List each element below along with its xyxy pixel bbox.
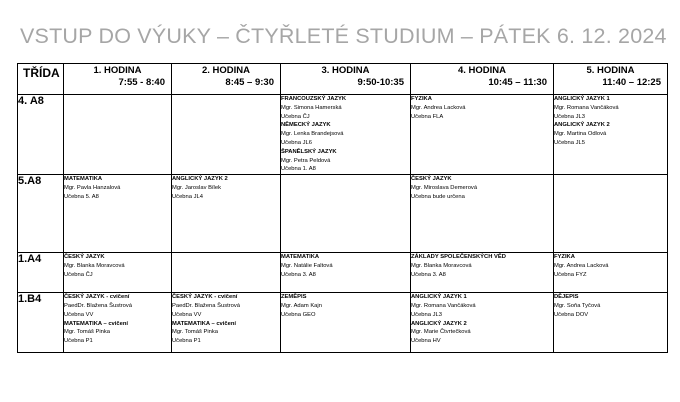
lesson-cell bbox=[64, 95, 172, 175]
period-header-5 bbox=[554, 64, 668, 95]
subject-name: ANGLICKÝ JAZYK 1 bbox=[554, 96, 610, 102]
lesson-detail: Mgr. Jaroslav Bílek bbox=[172, 184, 221, 191]
lesson-detail: Mgr. Soňa Tyčová bbox=[554, 302, 601, 309]
lesson-detail: Mgr. Martina Odlová bbox=[554, 131, 607, 138]
period-name: 2. HODINA bbox=[201, 65, 251, 76]
subject-name: ČESKÝ JAZYK - cvičení bbox=[64, 294, 130, 301]
period-name: 4. HODINA bbox=[457, 65, 507, 76]
class-label: 4. A8 bbox=[18, 95, 64, 175]
lesson-cell bbox=[64, 175, 172, 253]
subject-name: MATEMATIKA bbox=[64, 176, 103, 183]
class-row-1-a4 bbox=[18, 253, 668, 293]
lesson-cell bbox=[411, 253, 554, 293]
period-header-1 bbox=[64, 64, 172, 95]
lesson-detail: Učebna 1. A8 bbox=[281, 166, 316, 173]
lesson-detail: Učebna JL5 bbox=[554, 139, 585, 146]
subject-name: MATEMATIKA – cvičení bbox=[64, 320, 128, 327]
lesson-detail: Učebna ČJ bbox=[64, 271, 93, 278]
subject-name: ANGLICKÝ JAZYK 2 bbox=[411, 320, 467, 327]
class-row-5-a8 bbox=[18, 175, 668, 253]
lesson-detail: Mgr. Petra Peldová bbox=[281, 157, 331, 164]
lesson-detail: Učebna ČJ bbox=[281, 113, 310, 120]
class-label: 5.A8 bbox=[18, 175, 64, 253]
lesson-detail: Mgr. Natálie Faltová bbox=[281, 262, 333, 269]
lesson-detail: Mgr. Pavla Hanzalová bbox=[64, 184, 121, 191]
lesson-detail: Mgr. Lenka Brandejsová bbox=[281, 131, 344, 138]
lesson-cell bbox=[172, 293, 281, 353]
lesson-cell bbox=[411, 293, 554, 353]
lesson-cell bbox=[64, 293, 172, 353]
page-title: VSTUP DO VÝUKY – ČTYŘLETÉ STUDIUM – PÁTEK 6. 12. 2024 bbox=[20, 24, 667, 48]
subject-name: ČESKÝ JAZYK bbox=[411, 176, 452, 183]
period-time: 10:45 – 11:30 bbox=[488, 77, 547, 88]
class-column-header: TŘÍDA bbox=[18, 64, 64, 95]
subject-name: ANGLICKÝ JAZYK 1 bbox=[411, 294, 467, 301]
subject-name: ZÁKLADY SPOLEČENSKÝCH VĚD bbox=[411, 254, 506, 261]
subject-name: FYZIKA bbox=[554, 254, 575, 261]
subject-name: NĚMECKÝ JAZYK bbox=[281, 122, 331, 129]
class-label: 1.B4 bbox=[18, 293, 64, 353]
lesson-cell bbox=[281, 175, 411, 253]
lesson-detail: Učebna VV bbox=[172, 311, 202, 318]
period-name: 5. HODINA bbox=[586, 65, 635, 76]
subject-name: ČESKÝ JAZYK bbox=[64, 254, 105, 261]
lesson-cell bbox=[172, 95, 281, 175]
subject-name: ANGLICKÝ JAZYK 2 bbox=[554, 122, 610, 129]
subject-name: DĚJEPIS bbox=[554, 294, 579, 301]
class-row-1-b4 bbox=[18, 293, 668, 353]
lesson-cell bbox=[281, 95, 411, 175]
lesson-detail: Učebna FYZ bbox=[554, 271, 587, 278]
lesson-detail: Učebna HV bbox=[411, 338, 441, 345]
lesson-detail: Učebna bude určena bbox=[411, 193, 465, 200]
lesson-detail: Učebna JL3 bbox=[554, 113, 585, 120]
class-row-4-a8 bbox=[18, 95, 668, 175]
subject-name: MATEMATIKA – cvičení bbox=[172, 320, 236, 327]
lesson-detail: Mgr. Tomáš Pinka bbox=[64, 329, 110, 336]
lesson-cell bbox=[64, 253, 172, 293]
lesson-detail: Učebna P1 bbox=[172, 338, 201, 345]
subject-name: FYZIKA bbox=[411, 96, 432, 102]
lesson-detail: Učebna JL6 bbox=[281, 139, 312, 146]
lesson-detail: Učebna VV bbox=[64, 311, 94, 318]
lesson-cell bbox=[172, 253, 281, 293]
subject-name: ŠPANĚLSKÝ JAZYK bbox=[281, 148, 337, 155]
lesson-detail: Učebna P1 bbox=[64, 338, 93, 345]
lesson-detail: PaedDr. Blažena Šustrová bbox=[64, 302, 132, 309]
lesson-cell bbox=[281, 293, 411, 353]
lesson-cell bbox=[554, 95, 668, 175]
lesson-detail: Učebna 3. A8 bbox=[411, 271, 446, 278]
subject-name: FRANCOUZSKÝ JAZYK bbox=[281, 96, 347, 102]
timetable bbox=[17, 63, 668, 353]
lesson-cell bbox=[411, 175, 554, 253]
lesson-cell bbox=[411, 95, 554, 175]
lesson-detail: Učebna 5. A8 bbox=[64, 193, 99, 200]
lesson-detail: Mgr. Blanka Moravcová bbox=[64, 262, 125, 269]
lesson-detail: Mgr. Andrea Lacková bbox=[411, 104, 466, 111]
lesson-cell bbox=[554, 293, 668, 353]
subject-name: ČESKÝ JAZYK - cvičení bbox=[172, 294, 238, 301]
lesson-detail: Učebna FLA bbox=[411, 113, 444, 120]
period-header-4 bbox=[411, 64, 554, 95]
class-label: 1.A4 bbox=[18, 253, 64, 293]
lesson-cell bbox=[554, 253, 668, 293]
period-header-3 bbox=[281, 64, 411, 95]
lesson-detail: Mgr. Romana Vančáková bbox=[554, 104, 619, 111]
subject-name: ANGLICKÝ JAZYK 2 bbox=[172, 176, 228, 183]
lesson-detail: Mgr. Andrea Lacková bbox=[554, 262, 609, 269]
lesson-detail: Mgr. Miroslava Demerová bbox=[411, 184, 478, 191]
lesson-detail: Mgr. Marie Čtvrtečková bbox=[411, 329, 471, 336]
lesson-detail: Učebna GEO bbox=[281, 311, 316, 318]
subject-name: MATEMATIKA bbox=[281, 254, 320, 261]
period-header-2 bbox=[172, 64, 281, 95]
period-name: 1. HODINA bbox=[93, 65, 142, 76]
lesson-cell bbox=[281, 253, 411, 293]
period-name: 3. HODINA bbox=[321, 65, 370, 76]
period-time: 8:45 – 9:30 bbox=[225, 77, 274, 88]
timetable-header-row bbox=[18, 64, 668, 95]
lesson-detail: Mgr. Blanka Moravcová bbox=[411, 262, 472, 269]
lesson-detail: PaedDr. Blažena Šustrová bbox=[172, 302, 240, 309]
lesson-detail: Mgr. Tomáš Pinka bbox=[172, 329, 218, 336]
lesson-cell bbox=[172, 175, 281, 253]
period-time: 9:50-10:35 bbox=[357, 77, 404, 88]
lesson-detail: Mgr. Simona Hamerská bbox=[281, 104, 342, 111]
period-time: 11:40 – 12:25 bbox=[602, 77, 661, 88]
lesson-detail: Učebna JL4 bbox=[172, 193, 203, 200]
subject-name: ZEMĚPIS bbox=[281, 294, 307, 301]
lesson-cell bbox=[554, 175, 668, 253]
lesson-detail: Učebna DOV bbox=[554, 311, 589, 318]
lesson-detail: Mgr. Adam Kajn bbox=[281, 302, 322, 309]
lesson-detail: Učebna JL3 bbox=[411, 311, 442, 318]
lesson-detail: Mgr. Romana Vančáková bbox=[411, 302, 476, 309]
period-time: 7:55 - 8:40 bbox=[118, 77, 165, 88]
lesson-detail: Učebna 3. A8 bbox=[281, 271, 316, 278]
